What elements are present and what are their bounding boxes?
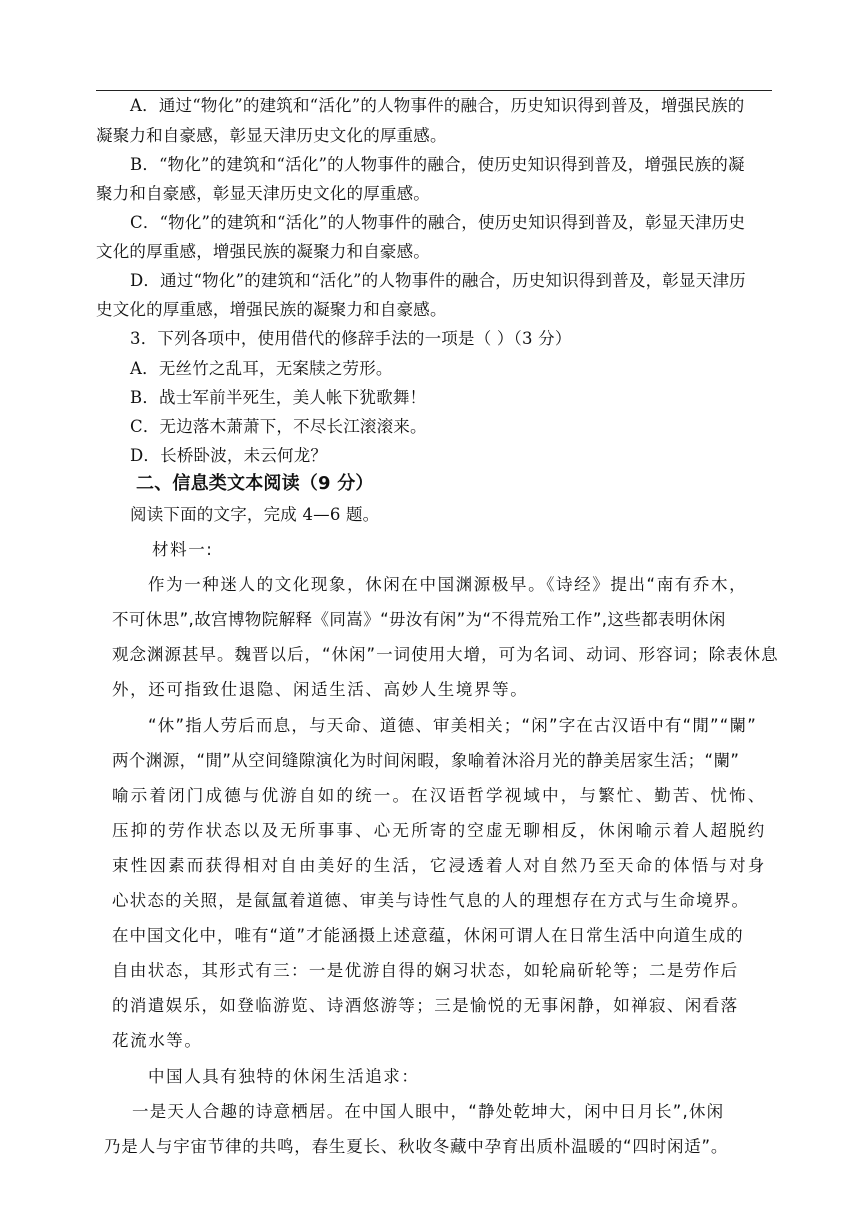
q3-stem: 3．下列各项中，使用借代的修辞手法的一项是（ ）（3 分） — [130, 329, 572, 348]
q3-option-a: A．无丝竹之乱耳，无案牍之劳形。 — [130, 359, 393, 378]
passage-p2-line1: “休”指人劳后而息，与天命、道德、审美相关；“闲”字在古汉语中有“閒”“闌” — [148, 716, 757, 735]
passage-p2-line6: 心状态的关照，是氤氲着道德、审美与诗性气息的人的理想存在方式与生命境界。 — [112, 891, 750, 910]
passage-p1-line1: 作为一种迷人的文化现象，休闲在中国渊源极早。《诗经》提出“南有乔木， — [148, 575, 748, 594]
q3-option-c: C．无边落木萧萧下，不尽长江滚滚来。 — [130, 417, 427, 436]
q2-option-d-line2: 史文化的厚重感，增强民族的凝聚力和自豪感。 — [96, 300, 447, 319]
passage-p4-line2: 乃是人与宇宙节律的共鸣，春生夏长、秋收冬藏中孕育出质朴温暖的“四时闲适”。 — [104, 1137, 729, 1156]
passage-p2-line3: 喻示着闭门成德与优游自如的统一。在汉语哲学视域中，与繁忙、勤苦、忧怖、 — [112, 786, 767, 805]
q2-option-a-line1: A．通过“物化”的建筑和“活化”的人物事件的融合，历史知识得到普及，增强民族的 — [130, 96, 745, 115]
passage-p3: 中国人具有独特的休闲生活追求： — [148, 1067, 420, 1086]
passage-p1-line2: 不可休思”,故宫博物院解释《同嵩》“毋汝有闲”为“不得荒殆工作”,这些都表明休闲 — [112, 610, 726, 629]
passage-p1-line3: 观念渊源甚早。魏晋以后，“休闲”一词使用大增，可为名词、动词、形容词；除表休息 — [112, 645, 779, 664]
passage-p4-line1: 一是天人合趣的诗意栖居。在中国人眼中，“静处乾坤大，闲中日月长”,休闲 — [132, 1102, 725, 1121]
passage-p1-line4: 外，还可指致仕退隐、闲适生活、高妙人生境界等。 — [112, 680, 529, 699]
passage-p2-line5: 束性因素而获得相对自由美好的生活，它浸透着人对自然乃至天命的体悟与对身 — [112, 856, 767, 875]
q3-option-b: B．战士军前半死生，美人帐下犹歌舞！ — [130, 388, 427, 407]
section-heading: 二、信息类文本阅读（9 分） — [136, 473, 374, 494]
q3-option-d: D．长桥卧波，未云何龙？ — [130, 446, 328, 465]
q2-option-a-line2: 凝聚力和自豪感，彰显天津历史文化的厚重感。 — [96, 126, 447, 145]
section-instruction: 阅读下面的文字，完成 4—6 题。 — [130, 505, 380, 524]
q2-option-b-line2: 聚力和自豪感，彰显天津历史文化的厚重感。 — [96, 184, 430, 203]
q2-option-c-line2: 文化的厚重感，增强民族的凝聚力和自豪感。 — [96, 242, 430, 261]
passage-p2-line4: 压抑的劳作状态以及无所事事、心无所寄的空虚无聊相反，休闲喻示着人超脱约 — [112, 821, 767, 840]
passage-p2-line8: 自由状态，其形式有三：一是优游自得的娴习状态，如轮扁斫轮等；二是劳作后 — [112, 961, 739, 980]
passage-p2-line10: 花流水等。 — [112, 1031, 203, 1050]
q2-option-b-line1: B．“物化”的建筑和“活化”的人物事件的融合，使历史知识得到普及，增强民族的凝 — [130, 155, 745, 174]
passage-p2-line2: 两个渊源，“閒”从空间缝隙演化为时间闲暇，象喻着沐浴月光的静美居家生活；“闌” — [112, 751, 740, 770]
material-label: 材料一: — [152, 540, 214, 559]
passage-p2-line9: 的消遣娱乐，如登临游览、诗酒悠游等；三是愉悦的无事闲静，如禅寂、闲看落 — [112, 996, 739, 1015]
passage-p2-line7: 在中国文化中，唯有“道”才能涵摄上述意蕴，休闲可谓人在日常生活中向道生成的 — [112, 926, 744, 945]
q2-option-c-line1: C．“物化”的建筑和“活化”的人物事件的融合，使历史知识得到普及，彰显天津历史 — [130, 213, 746, 232]
top-rule — [96, 90, 772, 91]
q2-option-d-line1: D．通过“物化”的建筑和“活化”的人物事件的融合，历史知识得到普及，彰显天津历 — [130, 271, 746, 290]
